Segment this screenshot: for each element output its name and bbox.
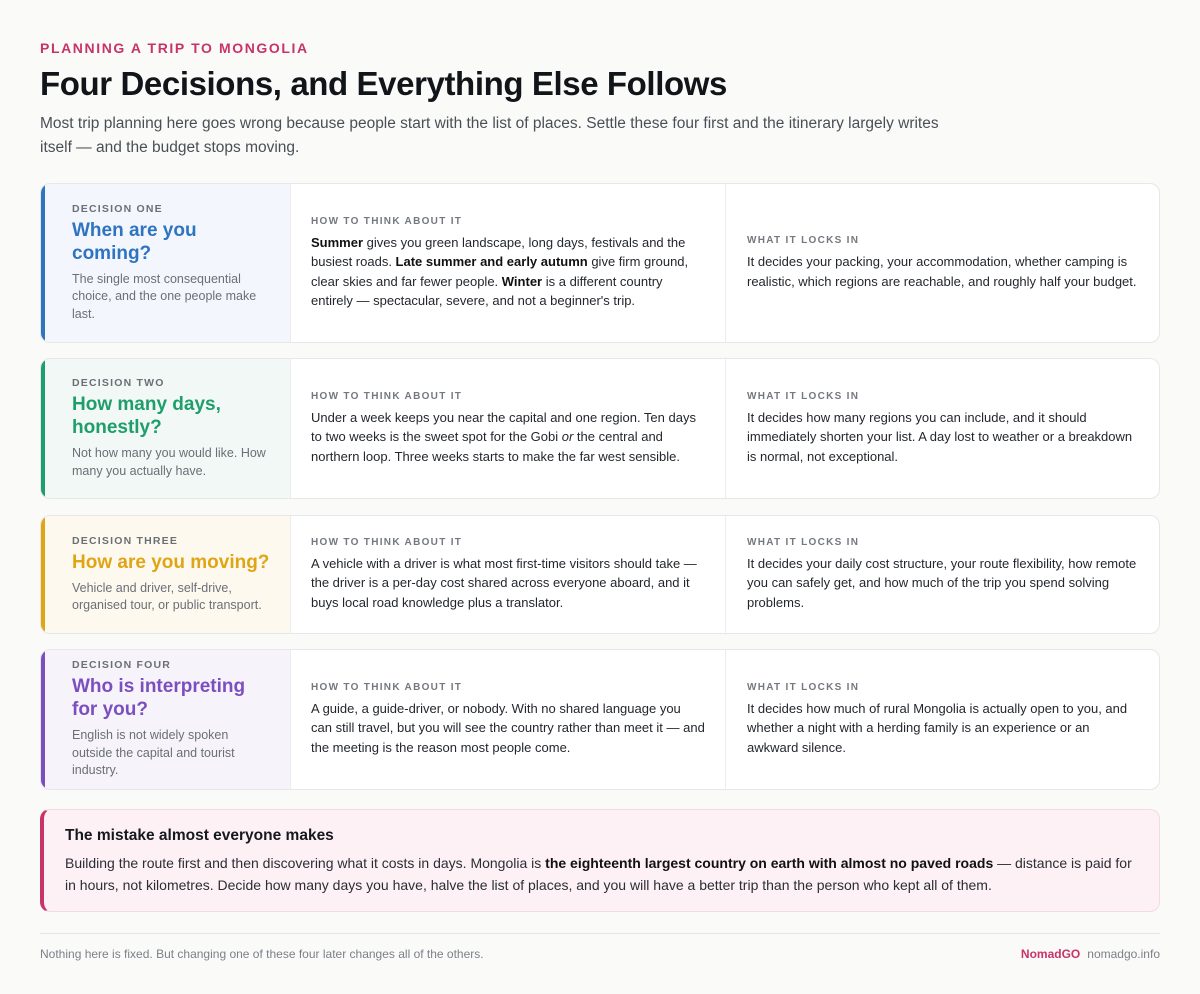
callout-body-pre: Building the route first and then discovering what it costs in days. Mongolia is: [65, 855, 546, 871]
how-label: HOW TO THINK ABOUT IT: [311, 536, 463, 548]
mistake-callout: [40, 809, 1160, 912]
how-text: Under a week keeps you near the capital and one region. Ten days to two weeks is the sweet spot for the Gobi or the central and northern loop. Three weeks starts to make the far west sensible.: [311, 409, 696, 464]
decision-question: How many days, honestly?: [72, 394, 221, 438]
how-label: HOW TO THINK ABOUT IT: [311, 390, 463, 402]
decision-subtitle: Not how many you would like. How many you actually have.: [72, 446, 266, 478]
decision-subtitle: The single most consequential choice, and the one people make last.: [72, 271, 257, 321]
locks-label: WHAT IT LOCKS IN: [747, 681, 860, 693]
decision-question: When are you coming?: [72, 219, 197, 264]
how-text: A vehicle with a driver is what most first-time visitors should take — the driver is a per-day cost shared across everyone aboard, and it buys local road knowledge plus a translator.: [311, 555, 697, 610]
emphasis: Winter: [501, 273, 543, 289]
how-to-think-column: [290, 359, 725, 498]
locks-in-column: [725, 359, 1159, 498]
locks-label: WHAT IT LOCKS IN: [747, 235, 860, 246]
brand-name: NomadGO: [1020, 947, 1081, 961]
emphasis: Summer: [311, 234, 364, 250]
decision-card-two: [40, 358, 1160, 499]
how-text: A guide, a guide-driver, or nobody. With no shared language you can still travel, but you will see the country rather than meet it — and the meeting is the reason most people come.: [311, 700, 705, 755]
locks-label: WHAT IT LOCKS IN: [747, 390, 860, 402]
emphasis: Late summer and early autumn: [395, 254, 588, 269]
footer-brand: [1021, 947, 1160, 961]
locks-text: It decides how much of rural Mongolia is actually open to you, and whether a night with a herding family is an experience or an awkward silence.: [747, 700, 1128, 755]
how-to-think-column: [290, 184, 725, 342]
decision-question: How are you moving?: [72, 551, 270, 573]
how-to-think-column: [290, 516, 725, 633]
callout-body-bold: the eighteenth largest country on earth with almost no paved roads: [545, 855, 994, 871]
decision-card-three: [40, 515, 1160, 634]
decision-header: [41, 516, 290, 633]
decision-card-four: [40, 649, 1160, 790]
footer-divider: [40, 933, 1160, 934]
intro-text: Most trip planning here goes wrong because people start with the list of places. Settle these four first and the itinerary largely writes itself — and the budget stops moving.: [40, 115, 939, 156]
footer-note: Nothing here is fixed. But changing one of these four later changes all of the others.: [40, 947, 484, 961]
decision-subtitle: English is not widely spoken outside the capital and tourist industry.: [72, 728, 235, 778]
decision-label: DECISION FOUR: [72, 659, 172, 672]
decision-card-one: [40, 183, 1160, 343]
emphasis: or: [561, 429, 574, 445]
decision-label: DECISION ONE: [72, 202, 163, 215]
decision-label: DECISION TWO: [72, 377, 165, 389]
eyebrow: PLANNING A TRIP TO MONGOLIA: [40, 40, 309, 56]
how-label: HOW TO THINK ABOUT IT: [311, 681, 463, 693]
decision-label: DECISION THREE: [72, 534, 179, 547]
locks-in-column: [725, 184, 1159, 342]
locks-text: It decides how many regions you can include, and it should immediately shorten your list. A day lost to weather or a breakdown is normal, not exceptional.: [747, 409, 1133, 464]
how-text: Summer gives you green landscape, long days, festivals and the busiest roads. Late summer and early autumn give firm ground, clear skies and far fewer people. Winter is a different country entirely — spectacular, severe, and not a beginner's trip.: [311, 234, 689, 308]
locks-text: It decides your daily cost structure, your route flexibility, how remote you can safely get, and how much of the trip you spend solving problems.: [747, 555, 1137, 610]
locks-in-column: [725, 516, 1159, 633]
callout-body: [65, 852, 1138, 896]
page-title: Four Decisions, and Everything Else Follows: [40, 65, 727, 102]
callout-title: The mistake almost everyone makes: [65, 827, 334, 844]
decision-header: [41, 184, 290, 342]
locks-label: WHAT IT LOCKS IN: [747, 536, 860, 548]
how-to-think-column: [290, 650, 725, 789]
decision-subtitle: Vehicle and driver, self-drive, organised tour, or public transport.: [72, 580, 262, 612]
decision-header: [41, 650, 290, 789]
how-label: HOW TO THINK ABOUT IT: [311, 215, 463, 227]
locks-in-column: [725, 650, 1159, 789]
locks-text: It decides your packing, your accommodation, whether camping is realistic, which regions are reachable, and roughly half your budget.: [747, 254, 1137, 289]
callout-body-post: — distance is paid for in hours, not kilometres. Decide how many days you have, halve the list of places, and you will have a better trip than the person who kept all of them.: [65, 855, 1132, 893]
decision-question: Who is interpreting for you?: [72, 676, 246, 721]
decision-header: [41, 359, 290, 498]
brand-url[interactable]: nomadgo.info: [1087, 947, 1160, 961]
